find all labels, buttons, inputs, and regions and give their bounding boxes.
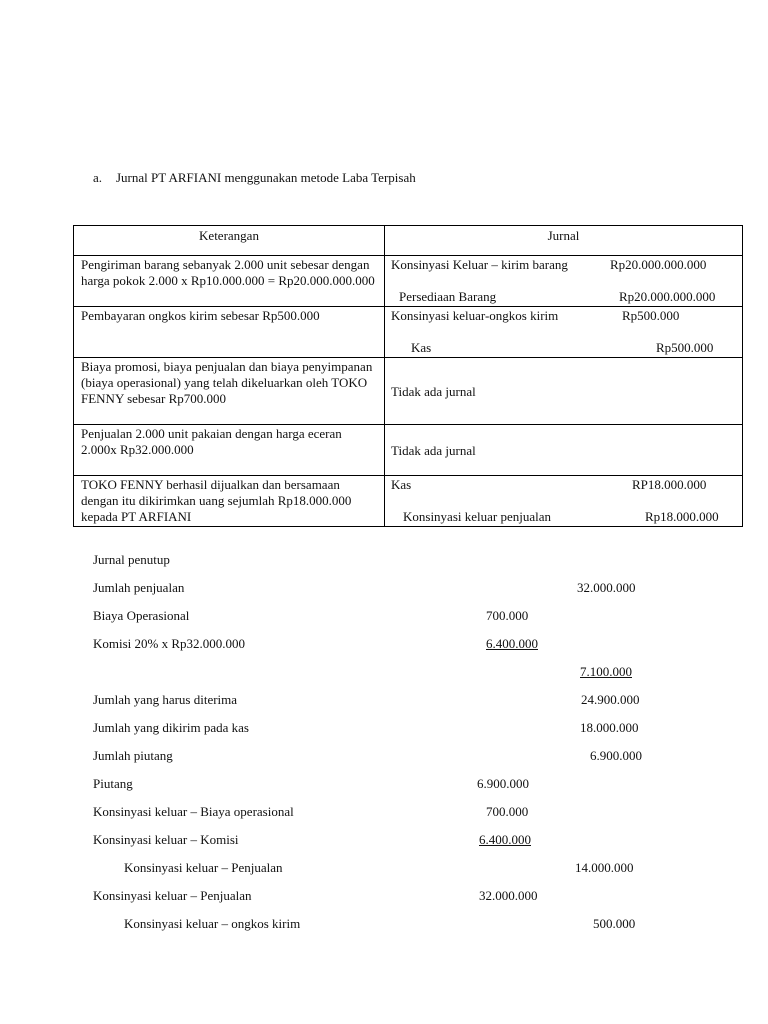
journal-entries (385, 256, 743, 307)
journal-line (391, 308, 738, 324)
journal-line (391, 340, 738, 356)
closing-label: Jumlah piutang (93, 748, 173, 763)
closing-row (93, 634, 693, 662)
journal-amount: Rp18.000.000 (645, 509, 719, 524)
closing-label: Konsinyasi keluar – Penjualan (93, 888, 252, 903)
closing-row (93, 858, 693, 886)
closing-credit: 14.000.000 (575, 860, 634, 875)
closing-row (93, 802, 693, 830)
journal-note: Tidak ada jurnal (391, 442, 476, 458)
journal-amount: Rp20.000.000.000 (610, 257, 707, 272)
closing-debit: 32.000.000 (479, 888, 538, 903)
journal-account: Konsinyasi keluar-ongkos kirim (391, 308, 559, 323)
closing-label: Konsinyasi keluar – Penjualan (124, 860, 283, 875)
journal-line (391, 324, 738, 340)
journal-account: Konsinyasi Keluar – kirim barang (391, 257, 568, 272)
closing-row (93, 914, 693, 942)
closing-title-row (93, 550, 693, 578)
closing-row (93, 662, 693, 690)
journal-account: Kas (391, 477, 412, 492)
closing-debit: 700.000 (486, 804, 529, 819)
header-keterangan: Keterangan (74, 226, 385, 256)
journal-entries (385, 476, 743, 527)
journal-account: Persediaan Barang (399, 289, 497, 304)
journal-line (391, 509, 738, 525)
section-heading (93, 170, 416, 186)
journal-keterangan: Pengiriman barang sebanyak 2.000 unit sebesar dengan harga pokok 2.000 x Rp10.000.000 = Rp20.000.000.000 (74, 256, 385, 307)
closing-label: Jumlah yang dikirim pada kas (93, 720, 249, 735)
journal-keterangan: TOKO FENNY berhasil dijualkan dan bersamaan dengan itu dikirimkan uang sejumlah Rp18.000.000 kepada PT ARFIANI (74, 476, 385, 527)
closing-debit: 6.400.000 (486, 636, 538, 651)
journal-amount: Rp500.000 (656, 340, 714, 355)
journal-row (74, 307, 743, 358)
journal-row (74, 425, 743, 476)
journal-line (391, 273, 738, 289)
closing-label: Komisi 20% x Rp32.000.000 (93, 636, 246, 651)
journal-note: Tidak ada jurnal (391, 383, 476, 399)
journal-entries (385, 358, 743, 425)
journal-line (391, 257, 738, 273)
journal-line (391, 289, 738, 305)
journal-account: Konsinyasi keluar penjualan (403, 509, 552, 524)
journal-row (74, 256, 743, 307)
closing-credit: 18.000.000 (580, 720, 639, 735)
closing-label: Konsinyasi keluar – Biaya operasional (93, 804, 294, 819)
journal-amount: RP18.000.000 (632, 477, 707, 492)
closing-label: Konsinyasi keluar – Komisi (93, 832, 239, 847)
closing-debit: 700.000 (486, 608, 529, 623)
closing-label: Jumlah yang harus diterima (93, 692, 238, 707)
journal-header-row (74, 226, 743, 256)
closing-row (93, 830, 693, 858)
closing-credit: 500.000 (593, 916, 636, 931)
closing-label: Biaya Operasional (93, 608, 190, 623)
closing-row (93, 690, 693, 718)
journal-amount: Rp500.000 (622, 308, 680, 323)
journal-amount: Rp20.000.000.000 (619, 289, 716, 304)
journal-row (74, 476, 743, 527)
journal-line (391, 493, 738, 509)
closing-credit: 6.900.000 (590, 748, 642, 763)
journal-keterangan: Biaya promosi, biaya penjualan dan biaya penyimpanan (biaya operasional) yang telah dikeluarkan oleh TOKO FENNY sebesar Rp700.000 (74, 358, 385, 425)
closing-label: Jumlah penjualan (93, 580, 185, 595)
closing-title: Jurnal penutup (93, 552, 170, 567)
journal-account: Kas (411, 340, 432, 355)
closing-label: Konsinyasi keluar – ongkos kirim (124, 916, 301, 931)
closing-row (93, 718, 693, 746)
journal-entries (385, 425, 743, 476)
journal-entries (385, 307, 743, 358)
closing-journal (93, 550, 693, 942)
journal-table (73, 225, 743, 527)
closing-credit: 24.900.000 (581, 692, 640, 707)
header-jurnal: Jurnal (385, 226, 743, 256)
closing-row (93, 774, 693, 802)
closing-debit: 6.900.000 (477, 776, 529, 791)
closing-row (93, 746, 693, 774)
closing-debit: 6.400.000 (479, 832, 531, 847)
section-title: Jurnal PT ARFIANI menggunakan metode Laba Terpisah (116, 170, 416, 185)
journal-line (391, 477, 738, 493)
journal-keterangan: Pembayaran ongkos kirim sebesar Rp500.000 (74, 307, 385, 358)
closing-row (93, 606, 693, 634)
closing-credit: 32.000.000 (577, 580, 636, 595)
section-letter: a. (93, 170, 103, 185)
closing-label: Piutang (93, 776, 133, 791)
journal-row (74, 358, 743, 425)
journal-keterangan: Penjualan 2.000 unit pakaian dengan harga eceran 2.000x Rp32.000.000 (74, 425, 385, 476)
closing-credit: 7.100.000 (580, 664, 632, 679)
closing-row (93, 578, 693, 606)
closing-row (93, 886, 693, 914)
